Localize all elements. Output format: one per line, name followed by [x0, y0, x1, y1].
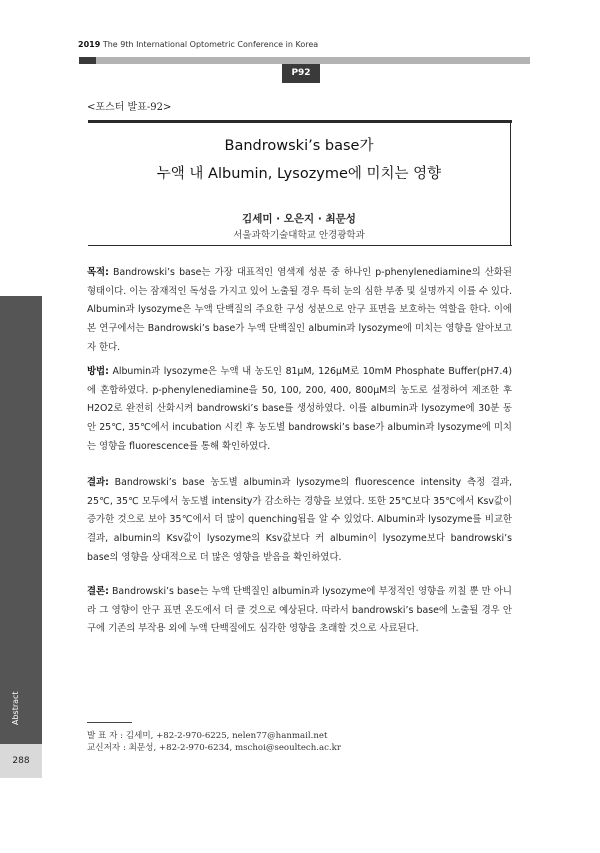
side-label: Abstract — [11, 691, 20, 725]
footer-rule — [87, 722, 132, 723]
section-text: Albumin과 lysozyme은 누액 내 농도인 81μM, 126μM로 10mM Phosphate Buffer(pH7.4)에 혼합하였다. p-phenylenediamine을 50, 100, 200, 400, 800μM의 농도로 설정하여 제조한 후 H2O2로 완전히 산화시켜 bandrowski’s base를 생성하였다. 이를 albumin과 lysozyme에 30분 동안 25℃, 35℃에서 incubation 시킨 후 농도별 bandrowski’s base가 albumin과 lysozyme에 미치는 영향을 fluorescence를 통해 확인하였다. — [87, 366, 512, 452]
conference-header — [78, 40, 318, 49]
title-box-right-border — [510, 123, 511, 245]
poster-number-tab: P92 — [282, 64, 320, 83]
top-bar-dark — [79, 57, 96, 64]
authors: 김세미 · 오은지 · 최문성 — [242, 213, 356, 225]
section-heading: 결론: — [87, 586, 109, 597]
section-results — [87, 474, 512, 568]
title-bottom-rule — [88, 245, 512, 246]
footer-presenter: 발 표 자 : 김세미, +82-2-970-6225, nelen77@hanmail.net — [87, 731, 328, 741]
section-heading: 결과: — [87, 477, 109, 488]
title-line-1: Bandrowski’s base가 — [224, 138, 374, 154]
affiliation: 서울과학기술대학교 안경광학과 — [233, 230, 365, 241]
side-tab — [0, 296, 42, 744]
section-purpose — [87, 264, 512, 358]
section-heading: 목적: — [87, 267, 109, 278]
section-text: Bandrowski’s base는 누액 단백질인 albumin과 lysozyme에 부정적인 영향을 끼칠 뿐 만 아니라 그 영향이 안구 표면 온도에서 더 클 것으로 예상된다. 따라서 bandrowski’s base에 노출될 경우 안구에 기존의 부작용 외에 누액 단백질에도 심각한 영향을 초래할 것으로 사료된다. — [87, 586, 512, 635]
section-method — [87, 363, 512, 457]
title-line-2: 누액 내 Albumin, Lysozyme에 미치는 영향 — [156, 166, 442, 182]
footer-corresponding: 교신저자 : 최문성, +82-2-970-6234, mschoi@seoultech.ac.kr — [87, 743, 341, 753]
section-heading: 방법: — [87, 366, 109, 377]
page-number: 288 — [12, 756, 30, 766]
poster-id: <포스터 발표-92> — [87, 102, 172, 113]
header-conference: The 9th International Optometric Conference in Korea — [102, 40, 319, 49]
title-top-rule — [88, 120, 512, 123]
section-text: Bandrowski’s base 농도별 albumin과 lysozyme의 fluorescence intensity 측정 결과, 25℃, 35℃ 모두에서 농도별 intensity가 감소하는 경향을 보였다. 또한 25℃보다 35℃에서 Ksv값이 증가한 것으로 보아 35℃에서 더 많이 quenching됨을 알 수 있었다. Albumin과 lysozyme를 비교한 결과, albumin의 Ksv값이 lysozyme의 Ksv값보다 커 albumin이 lysozyme보다 bandrowski’s base의 영향을 상대적으로 더 많은 영향을 받음을 확인하였다. — [87, 477, 512, 563]
section-conclusion — [87, 583, 512, 639]
top-bar-gray — [96, 57, 530, 64]
section-text: Bandrowski’s base는 가장 대표적인 염색제 성분 중 하나인 p-phenylenediamine의 산화된 형태이다. 이는 잠재적인 독성을 가지고 있어 노출될 경우 특히 눈의 심한 부종 및 실명까지 이를 수 있다. Albumin과 lysozyme은 누액 단백질의 주요한 구성 성분으로 안구 표면을 보호하는 역할을 한다. 이에 본 연구에서는 Bandrowski’s base가 누액 단백질인 albumin과 lysozyme에 미치는 영향을 알아보고자 한다. — [87, 267, 512, 353]
header-year: 2019 — [78, 40, 101, 49]
